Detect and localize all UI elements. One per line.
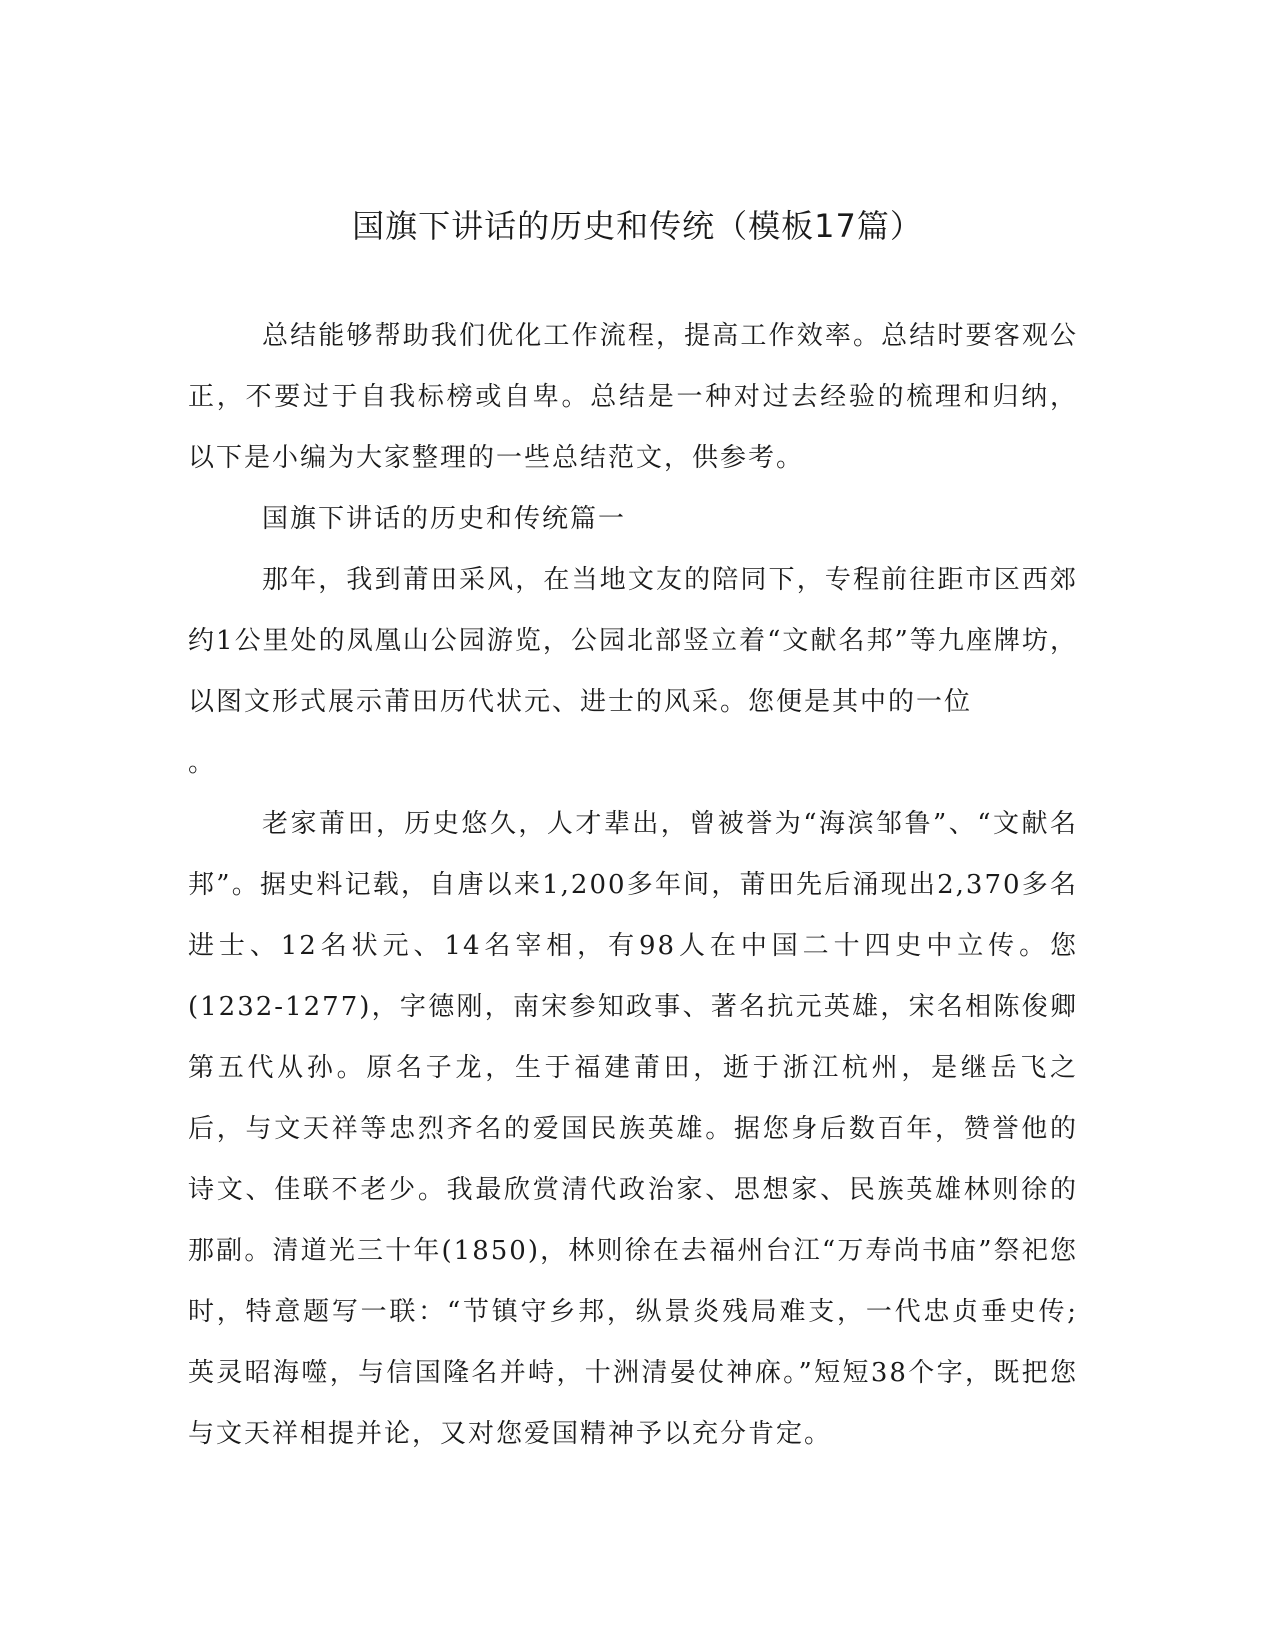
intro-paragraph: 总结能够帮助我们优化工作流程，提高工作效率。总结时要客观公正，不要过于自我标榜或自卑。总结是一种对过去经验的梳理和归纳，以下是小编为大家整理的一些总结范文，供参考。 (188, 321, 1078, 473)
document-title: 国旗下讲话的历史和传统（模板17篇） (352, 207, 923, 245)
paragraph-2: 老家莆田，历史悠久，人才辈出，曾被誉为“海滨邹鲁”、“文献名邦”。据史料记载，自唐以来1,200多年间，莆田先后涌现出2,370多名进士、12名状元、14名宰相，有98人在中国二十四史中立传。您(1232-1277)，字德刚，南宋参知政事、著名抗元英雄，宋名相陈俊卿第五代从孙。原名子龙，生于福建莆田，逝于浙江杭州，是继岳飞之后，与文天祥等忠烈齐名的爱国民族英雄。据您身后数百年，赞誉他的诗文、佳联不老少。我最欣赏清代政治家、思想家、民族英雄林则徐的那副。清道光三十年(1850)，林则徐在去福州台江“万寿尚书庙”祭祀您时，特意题写一联：“节镇守乡邦，纵景炎残局难支，一代忠贞垂史传;英灵昭海噬，与信国隆名并峙，十洲清晏仗神庥。”短短38个字，既把您与文天祥相提并论，又对您爱国精神予以充分肯定。 (188, 809, 1078, 1449)
section-heading: 国旗下讲话的历史和传统篇一 (262, 504, 627, 534)
paragraph-1-tail: 。 (188, 748, 217, 778)
paragraph-1: 那年，我到莆田采风，在当地文友的陪同下，专程前往距市区西郊约1公里处的凤凰山公园游览，公园北部竖立着“文献名邦”等九座牌坊，以图文形式展示莆田历代状元、进士的风采。您便是其中的一位 (188, 565, 1078, 717)
document-body (188, 306, 1078, 1465)
